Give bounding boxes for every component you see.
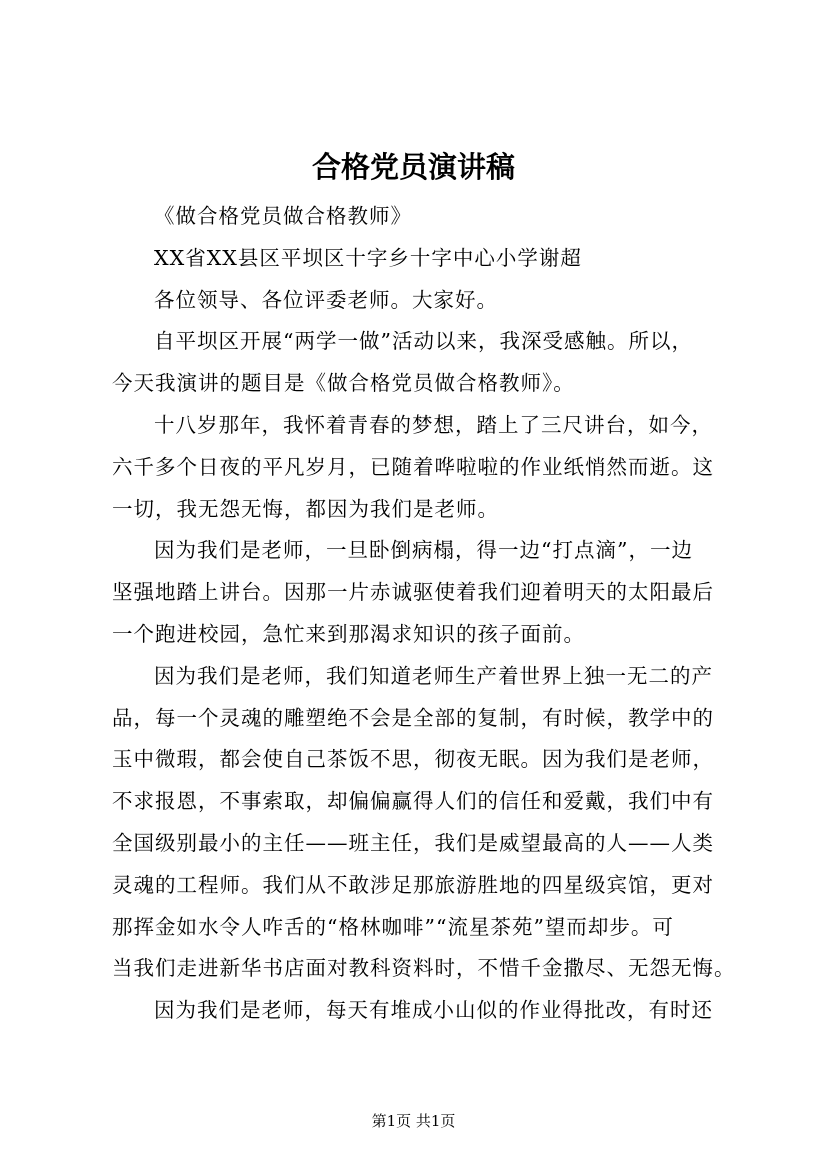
paragraph-line: 因为我们是老师，每天有堆成小山似的作业得批改，有时还 [154,998,713,1023]
paragraph-line: 玉中微瑕，都会使自己茶饭不思，彻夜无眠。因为我们是老师， [112,747,714,772]
paragraph-line: 自平坝区开展“两学一做”活动以来，我深受感触。所以， [154,329,693,354]
subtitle-line: 《做合格党员做合格教师》 [154,204,412,228]
paragraph-line: 当我们走进新华书店面对教科资料时，不惜千金撒尽、无怨无悔。 [112,956,736,981]
paragraph-line: 十八岁那年，我怀着青春的梦想，踏上了三尺讲台，如今， [154,412,713,437]
paragraph-line: 灵魂的工程师。我们从不敢涉足那旅游胜地的四星级宾馆，更对 [112,872,714,897]
paragraph-line: 因为我们是老师，一旦卧倒病榻，得一边“打点滴”，一边 [154,538,693,563]
paragraph-line: 一切，我无怨无悔，都因为我们是老师。 [112,496,499,521]
document-body [112,196,740,1032]
greeting-line: 各位领导、各位评委老师。大家好。 [154,287,498,312]
paragraph-line: 不求报恩，不事索取，却偏偏赢得人们的信任和爱戴，我们中有 [112,789,714,814]
document-title: 合格党员演讲稿 [311,150,515,184]
paragraph-line: 全国级别最小的主任——班主任，我们是威望最高的人——人类 [112,830,714,855]
paragraph-line: 六千多个日夜的平凡岁月，已随着哗啦啦的作业纸悄然而逝。这 [112,454,714,479]
page-number-footer: 第1页 共1页 [371,1112,456,1130]
paragraph-line: 今天我演讲的题目是《做合格党员做合格教师》。 [112,371,575,396]
paragraph-line: 因为我们是老师，我们知道老师生产着世界上独一无二的产 [154,663,713,688]
paragraph-line: 那挥金如水令人咋舌的“格林咖啡”“流星茶苑”望而却步。可 [112,914,674,939]
paragraph-line: 一个跑进校园，急忙来到那渴求知识的孩子面前。 [112,621,585,646]
author-line: XX省XX县区平坝区十字乡十字中心小学谢超 [154,245,582,270]
paragraph-line: 坚强地踏上讲台。因那一片赤诚驱使着我们迎着明天的太阳最后 [112,580,714,605]
paragraph-line: 品，每一个灵魂的雕塑绝不会是全部的复制，有时候，教学中的 [112,705,714,730]
